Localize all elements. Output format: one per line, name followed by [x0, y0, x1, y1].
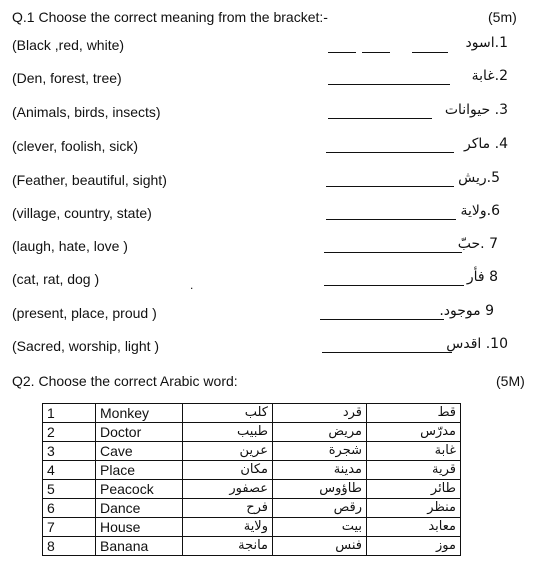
arabic-option[interactable]: بيت — [273, 518, 367, 537]
q1-arabic-word: 9 موجود. — [439, 303, 494, 319]
arabic-option[interactable]: قرد — [273, 404, 367, 423]
table-row — [43, 480, 461, 499]
arabic-option[interactable]: فرح — [183, 499, 273, 518]
q2-table — [42, 403, 461, 556]
q1-item-7 — [0, 238, 538, 258]
q1-item-2 — [0, 70, 538, 90]
table-row — [43, 499, 461, 518]
q2-marks: (5M) — [496, 373, 525, 389]
answer-blank[interactable] — [320, 319, 444, 320]
arabic-option[interactable]: كلب — [183, 404, 273, 423]
arabic-option[interactable]: مكان — [183, 461, 273, 480]
arabic-option[interactable]: طبيب — [183, 423, 273, 442]
arabic-option[interactable]: قرية — [367, 461, 461, 480]
table-row — [43, 404, 461, 423]
table-row — [43, 537, 461, 556]
row-number: 5 — [43, 480, 96, 499]
table-row — [43, 518, 461, 537]
english-word: Banana — [96, 537, 183, 556]
arabic-option[interactable]: غابة — [367, 442, 461, 461]
q1-options: (cat, rat, dog ) — [12, 271, 100, 287]
q1-arabic-word: 7 .حبّ — [457, 236, 498, 252]
q1-options: (Den, forest, tree) — [12, 70, 122, 86]
q1-arabic-word: 8 فأر — [466, 269, 498, 285]
english-word: Monkey — [96, 404, 183, 423]
answer-blank[interactable] — [326, 152, 454, 153]
row-number: 3 — [43, 442, 96, 461]
q1-options: (Black ,red, white) — [12, 37, 125, 53]
row-number: 8 — [43, 537, 96, 556]
answer-blank[interactable] — [328, 84, 450, 85]
arabic-option[interactable]: قط — [367, 404, 461, 423]
stray-dot: . — [190, 278, 194, 292]
q1-item-5 — [0, 172, 538, 192]
english-word: House — [96, 518, 183, 537]
q1-arabic-word: 4. ماكر — [464, 136, 508, 152]
arabic-option[interactable]: معابد — [367, 518, 461, 537]
q1-options: (present, place, proud ) — [12, 305, 157, 321]
q1-arabic-word: 3. حيوانات — [444, 102, 508, 118]
answer-blank[interactable] — [322, 352, 452, 353]
arabic-option[interactable]: طائر — [367, 480, 461, 499]
answer-blank[interactable] — [326, 219, 456, 220]
row-number: 6 — [43, 499, 96, 518]
arabic-option[interactable]: فنس — [273, 537, 367, 556]
q1-options: (village, country, state) — [12, 205, 152, 221]
arabic-option[interactable]: عرين — [183, 442, 273, 461]
english-word: Doctor — [96, 423, 183, 442]
q1-marks: (5m) — [488, 9, 517, 25]
q1-heading: Q.1 Choose the correct meaning from the bracket:- — [12, 9, 328, 25]
answer-blank[interactable] — [412, 52, 448, 53]
arabic-option[interactable]: مدينة — [273, 461, 367, 480]
row-number: 2 — [43, 423, 96, 442]
arabic-option[interactable]: ولاية — [183, 518, 273, 537]
english-word: Dance — [96, 499, 183, 518]
q1-item-9 — [0, 305, 538, 325]
english-word: Peacock — [96, 480, 183, 499]
answer-blank[interactable] — [328, 118, 432, 119]
arabic-option[interactable]: موز — [367, 537, 461, 556]
answer-blank[interactable] — [324, 285, 464, 286]
arabic-option[interactable]: مريض — [273, 423, 367, 442]
q1-options: (clever, foolish, sick) — [12, 138, 139, 154]
q1-options: (Sacred, worship, light ) — [12, 338, 160, 354]
q1-item-4 — [0, 138, 538, 158]
arabic-option[interactable]: طاؤوس — [273, 480, 367, 499]
row-number: 1 — [43, 404, 96, 423]
q1-arabic-word: 5.ريش — [458, 170, 500, 186]
table-row — [43, 423, 461, 442]
q1-arabic-word: 1.اسود — [465, 35, 508, 51]
row-number: 4 — [43, 461, 96, 480]
q1-item-8 — [0, 271, 538, 291]
arabic-option[interactable]: مدرّس — [367, 423, 461, 442]
q1-item-10 — [0, 338, 538, 358]
answer-blank[interactable] — [324, 252, 462, 253]
english-word: Place — [96, 461, 183, 480]
q1-item-6 — [0, 205, 538, 225]
arabic-option[interactable]: شجرة — [273, 442, 367, 461]
answer-blank[interactable] — [326, 186, 454, 187]
table-row — [43, 442, 461, 461]
q1-options: (laugh, hate, love ) — [12, 238, 128, 254]
arabic-option[interactable]: منظر — [367, 499, 461, 518]
q1-arabic-word: 2.غابة — [471, 68, 508, 84]
english-word: Cave — [96, 442, 183, 461]
q1-arabic-word: 10. اقدس — [446, 336, 508, 352]
q2-heading: Q2. Choose the correct Arabic word: — [12, 373, 238, 389]
answer-blank[interactable] — [328, 52, 356, 53]
q1-arabic-word: 6.ولاية — [460, 203, 500, 219]
arabic-option[interactable]: رقص — [273, 499, 367, 518]
q1-options: (Feather, beautiful, sight) — [12, 172, 167, 188]
answer-blank[interactable] — [362, 52, 390, 53]
arabic-option[interactable]: عصفور — [183, 480, 273, 499]
arabic-option[interactable]: مانجة — [183, 537, 273, 556]
q1-item-3 — [0, 104, 538, 124]
table-row — [43, 461, 461, 480]
q1-options: (Animals, birds, insects) — [12, 104, 161, 120]
row-number: 7 — [43, 518, 96, 537]
q1-item-1 — [0, 37, 538, 57]
